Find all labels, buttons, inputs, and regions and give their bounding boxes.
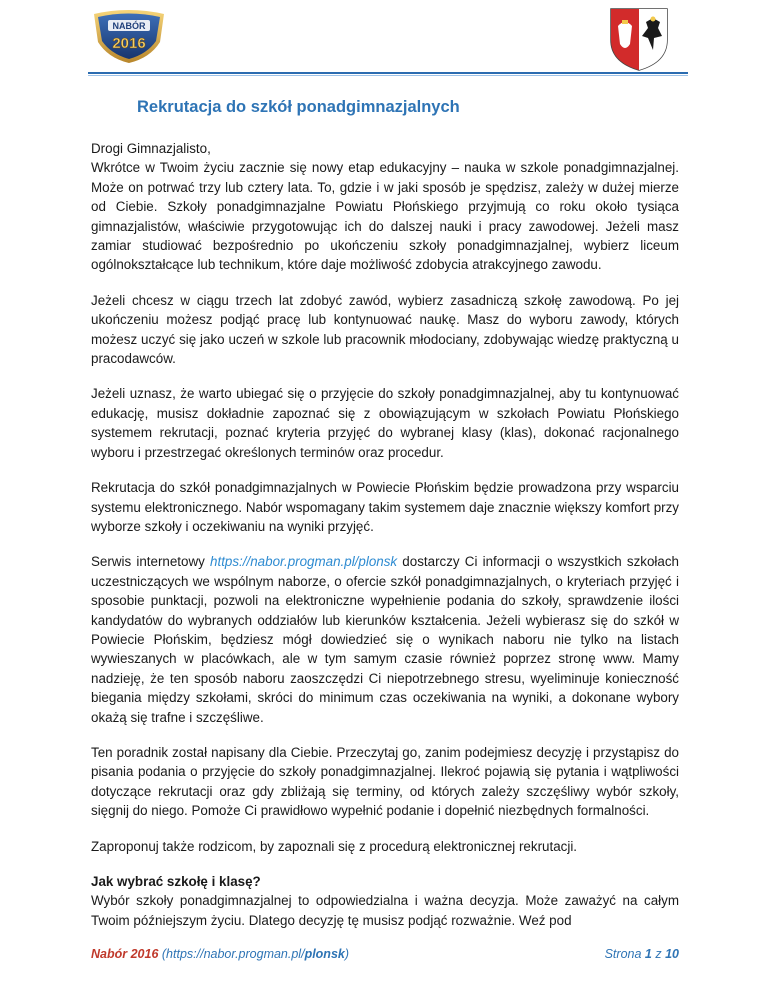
logo-text-top: NABÓR — [112, 21, 146, 31]
paragraph-2: Jeżeli chcesz w ciągu trzech lat zdobyć zawód, wybierz zasadniczą szkołę zawodową. Po jej ukończeniu możesz podjąć pracę lub kontynuować naukę. Masz do wyboru zawody, których możesz uczyć się jako uczeń w szkole lub pracownik młodociany, zdobywając wiedzę praktyczną u pracodawców. — [91, 292, 679, 367]
page-number — [605, 947, 679, 961]
header-rule — [88, 72, 688, 74]
page-current: 1 — [644, 947, 652, 961]
footer-url-prefix: (https://nabor.progman.pl/ — [161, 947, 305, 961]
greeting: Drogi Gimnazjalisto, — [91, 141, 211, 156]
paragraph-guide: Ten poradnik został napisany dla Ciebie. Przeczytaj go, zanim podejmiesz decyzję i przystąpisz do pisania podania o przyjęcie do szkoły ponadgimnazjalnej. Ilekroć pojawią się pytania i wątpliwości dotyczące rekrutacji oraz gdy zbliżają się terminy, od których zależy szczęśliwy wybór szkoły, sięgnij do niego. Pomoże Ci prawidłowo wypełnić podanie i dopełnić niezbędnych formalności. — [91, 744, 679, 819]
footer-url-bold: plonsk — [304, 947, 345, 961]
footer-url-suffix: ) — [344, 947, 350, 961]
paragraph-service — [91, 552, 679, 727]
section-text: Wybór szkoły ponadgimnazjalnej to odpowiedzialna i ważna decyzja. Może zaważyć na całym Twoim późniejszym życiu. Dlatego decyzję tę musisz podjąć rozważnie. Weź pod — [91, 893, 679, 928]
page-word: Strona — [604, 947, 642, 961]
paragraph-3: Jeżeli uznasz, że warto ubiegać się o przyjęcie do szkoły ponadgimnazjalnej, aby tu kontynuować edukację, musisz dokładnie zapoznać się z obowiązującym w szkołach Powiatu Płońskiego systemem rekrutacji, poznać kryteria przyjęć do wybranej klasy (klas), dokonać racjonalnego wyboru i przestrzegać określonych terminów oraz procedur. — [91, 386, 679, 460]
service-text-before: Serwis internetowy — [91, 554, 211, 570]
page-total: 10 — [665, 947, 679, 961]
page-header — [0, 0, 768, 80]
coat-of-arms-icon — [608, 6, 670, 72]
header-rule-thin — [88, 75, 688, 76]
page-sep: z — [655, 947, 662, 961]
nabor-link[interactable]: https://nabor.progman.pl/plonsk — [210, 554, 398, 570]
footer-brand: Nabór 2016 — [91, 947, 159, 961]
footer-source — [91, 947, 349, 961]
service-text-after: dostarczy Ci informacji o wszystkich szkołach uczestniczących we wspólnym naborze, o ofercie szkół ponadgimnazjalnych, o kryteriach przyjęć i sposobie punktacji, pozwoli na elektroniczne wypełnienie podania do szkoły, sprawdzenie ilości kandydatów do wybranych oddziałów lub kierunków kształcenia. Jeżeli wybierasz się do szkół w Powiecie Płońskim, będziesz mógł dowiedzieć się o wynikach naboru nie tylko na listach wywieszanych w placówkach, ale w tym samym czasie również poprzez stronę www. Mamy nadzieję, że ten sposób naboru zaoszczędzi Ci niepotrzebnego stresu, wyeliminuje konieczność biegania między szkołami, skróci do minimum czas oczekiwania na wyniki, a dokonane wybory okażą się trafne i szczęśliwe. — [91, 554, 679, 725]
paragraph-4: Rekrutacja do szkół ponadgimnazjalnych w Powiecie Płońskim będzie prowadzona przy wsparciu systemu elektronicznego. Nabór wspomagany takim systemem daje znacznie większy komfort przy wyborze szkoły i oczekiwaniu na wyniki przyjęć. — [91, 480, 679, 534]
logo-text-bottom: 2016 — [112, 35, 146, 52]
document-body — [91, 139, 679, 930]
nabor-2016-logo — [90, 8, 168, 64]
paragraph-parents: Zaproponuj także rodzicom, by zapoznali się z procedurą elektronicznej rekrutacji. — [91, 838, 578, 854]
section-heading: Jak wybrać szkołę i klasę? — [91, 874, 261, 889]
paragraph-1: Wkrótce w Twoim życiu zacznie się nowy etap edukacyjny – nauka w szkole ponadgimnazjalnej. Może on potrwać trzy lub cztery lata. To, gdzie i w jaki sposób je spędzisz, zależy w dużej mierze od Ciebie. Szkoły ponadgimnazjalne Powiatu Płońskiego przyjmują co roku około tysiąca gimnazjalistów, właściwie przygotowując ich do dalszej nauki i pracy zawodowej. Jeżeli masz zamiar studiować bezpośrednio po ukończeniu szkoły ponadgimnazjalnej, wybierz liceum ogólnokształcące lub technikum, które daje możliwość zdobycia atrakcyjnego zawodu. — [91, 160, 679, 273]
page-title: Rekrutacja do szkół ponadgimnazjalnych — [137, 98, 460, 116]
